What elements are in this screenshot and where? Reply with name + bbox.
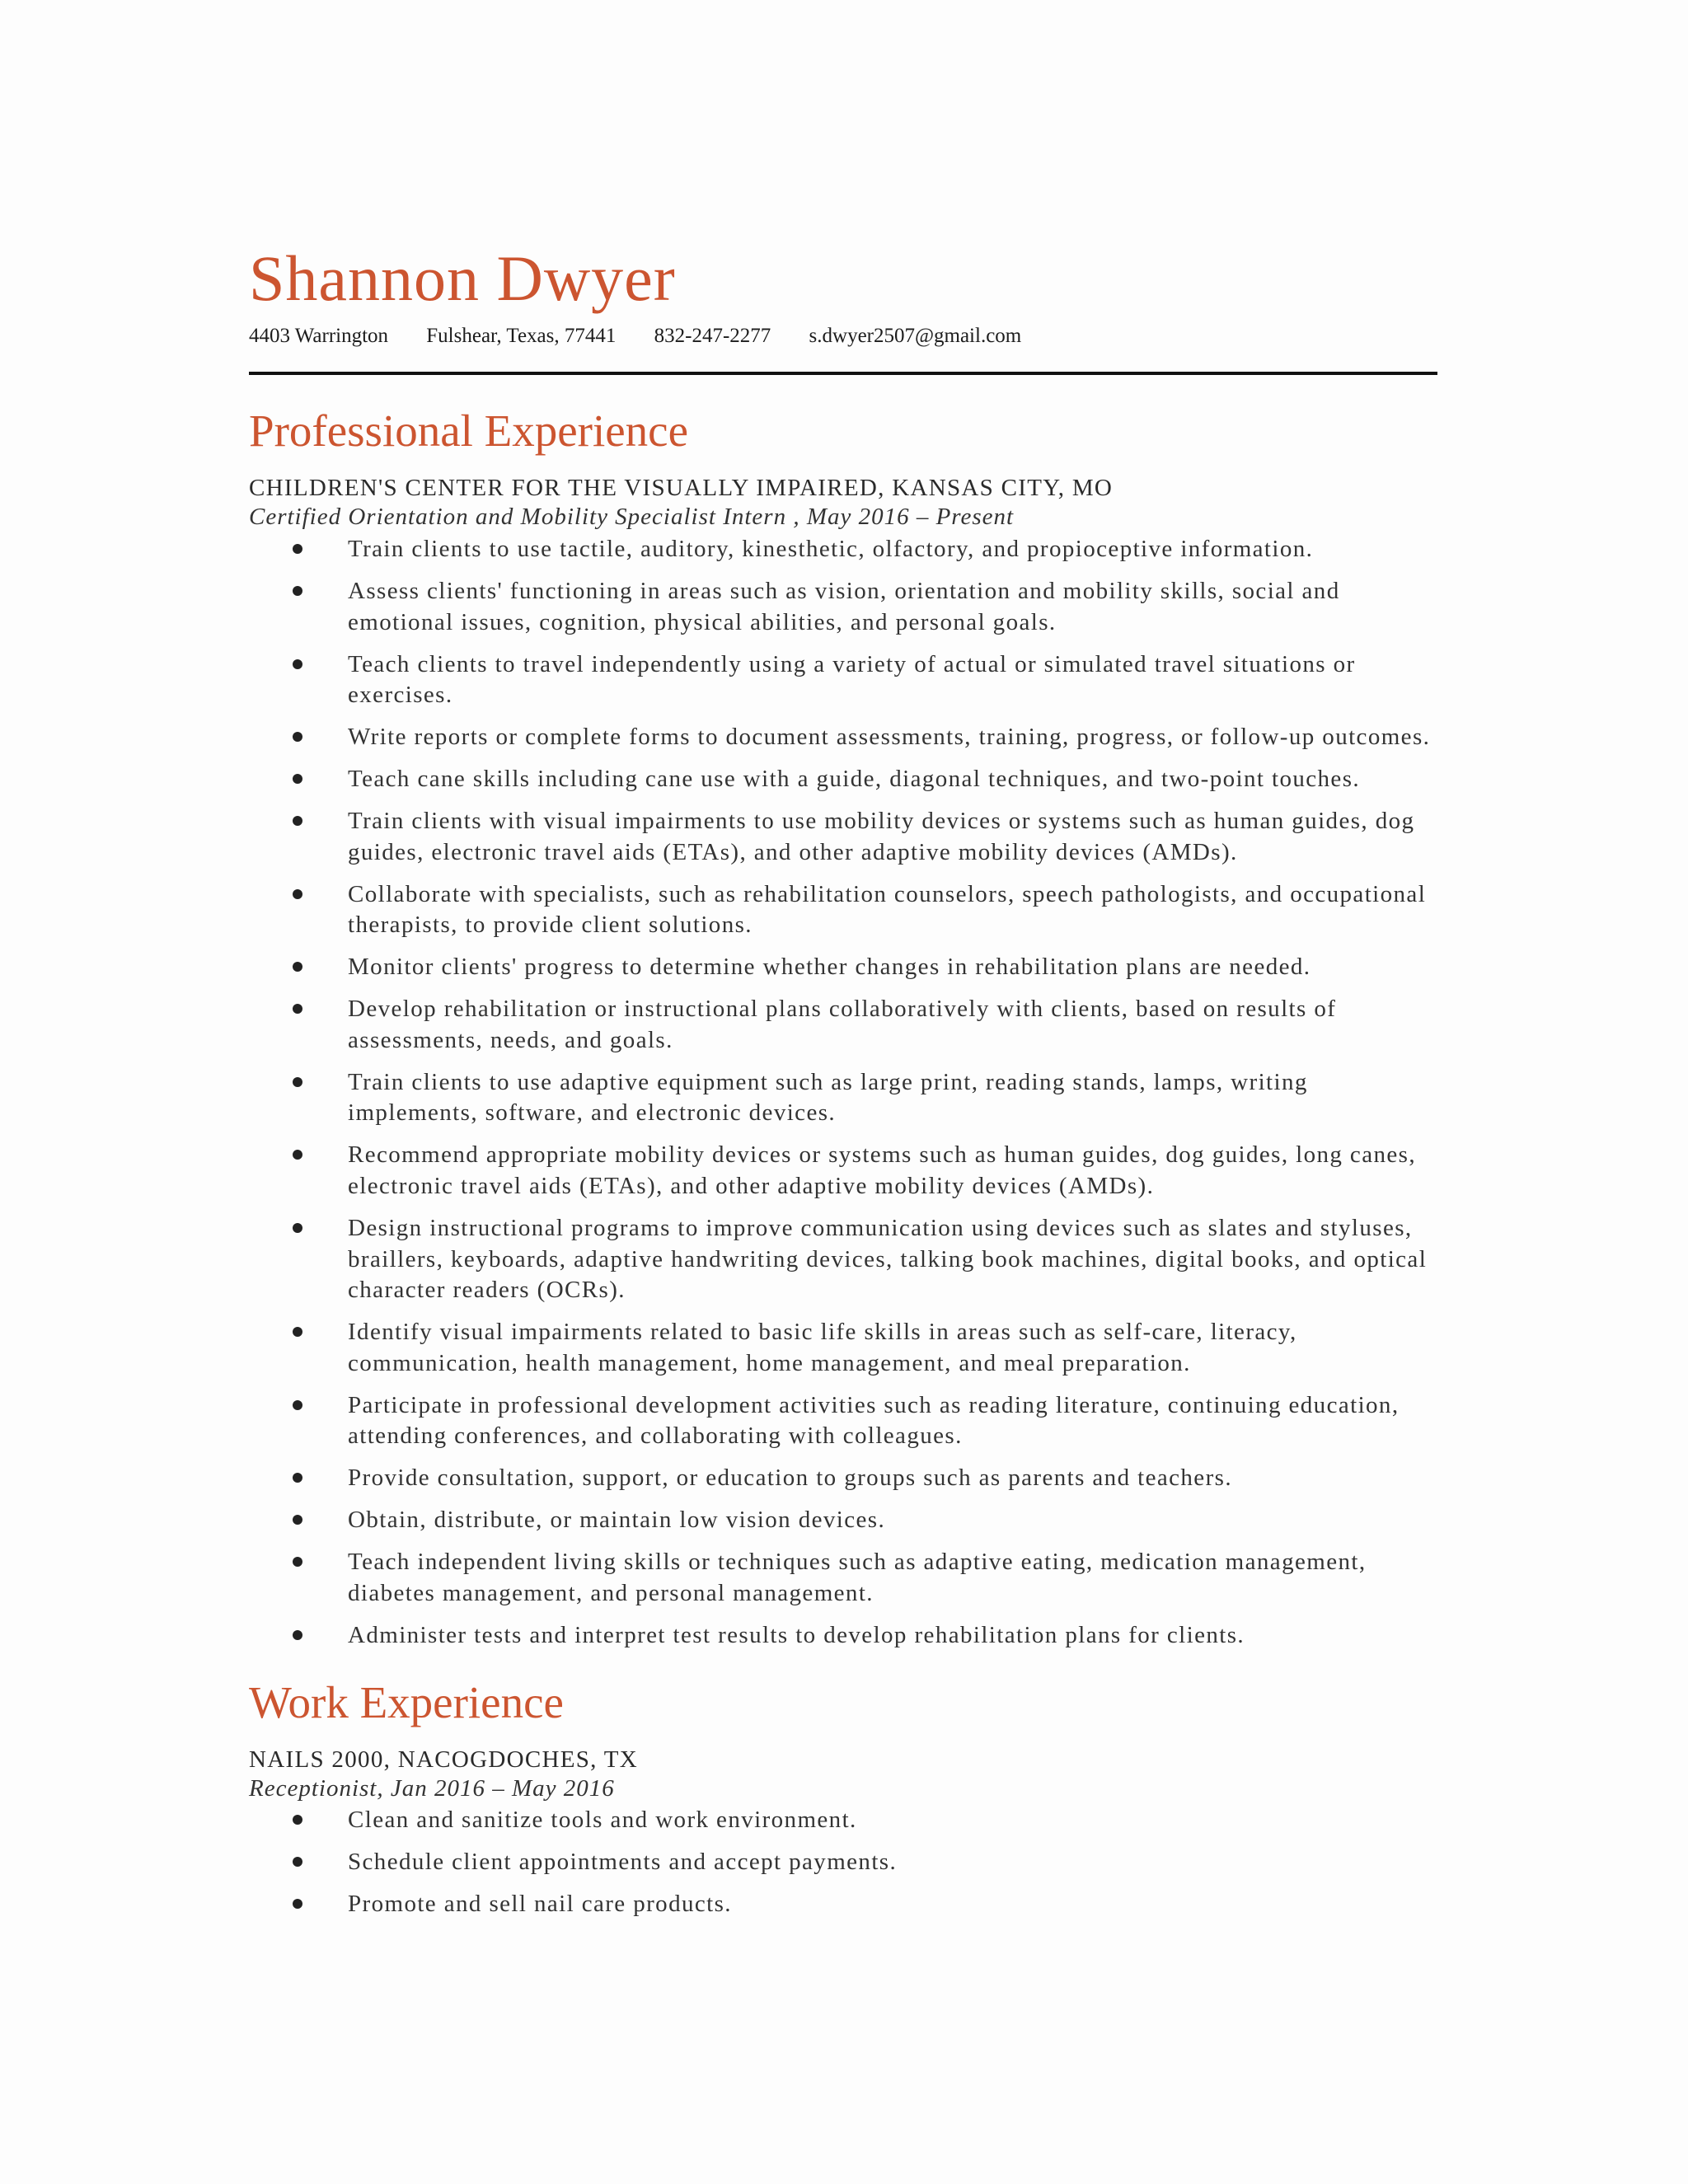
bullet-item <box>249 1847 1437 1878</box>
bullet-text: Monitor clients' progress to determine whether changes in rehabilitation plans are needed. <box>348 954 1311 981</box>
bullet-dot-icon <box>293 1327 302 1337</box>
employer-name: CHILDREN'S CENTER FOR THE VISUALLY IMPAIRED, KANSAS CITY, MO <box>249 475 1114 501</box>
bullet-item <box>249 1889 1437 1920</box>
bullet-text: Train clients to use tactile, auditory, kinesthetic, olfactory, and propioceptive information. <box>348 536 1314 562</box>
bullet-item <box>249 1067 1437 1129</box>
bullet-item <box>249 994 1437 1056</box>
bullet-item <box>249 722 1437 753</box>
bullet-text: Teach independent living skills or techniques such as adaptive eating, medication management, diabetes management, and personal management. <box>348 1549 1367 1606</box>
bullet-item <box>249 534 1437 565</box>
bullet-list-work <box>249 1805 1437 1931</box>
bullet-text: Provide consultation, support, or education to groups such as parents and teachers. <box>348 1465 1232 1492</box>
bullet-text: Teach cane skills including cane use with a guide, diagonal techniques, and two-point touches. <box>348 766 1361 793</box>
section-title-professional-experience: Professional Experience <box>249 405 689 456</box>
bullet-text: Schedule client appointments and accept payments. <box>348 1848 898 1875</box>
bullet-text: Train clients with visual impairments to use mobility devices or systems such as human guides, dog guides, electronic travel aids (ETAs), and other adaptive mobility devices (AMDs). <box>348 808 1415 865</box>
bullet-dot-icon <box>293 1899 302 1909</box>
bullet-item <box>249 1805 1437 1836</box>
bullet-item <box>249 764 1437 795</box>
bullet-item <box>249 576 1437 638</box>
candidate-name: Shannon Dwyer <box>249 242 676 314</box>
bullet-text: Recommend appropriate mobility devices or systems such as human guides, dog guides, long canes, electronic travel aids (ETAs), and other adaptive mobility devices (AMDs). <box>348 1141 1416 1199</box>
bullet-dot-icon <box>293 1515 302 1525</box>
bullet-text: Obtain, distribute, or maintain low vision devices. <box>348 1507 886 1534</box>
bullet-dot-icon <box>293 1223 302 1233</box>
bullet-text: Participate in professional development activities such as reading literature, continuing education, attending conferences, and collaborating with colleagues. <box>348 1391 1400 1450</box>
contact-phone: 832-247-2277 <box>654 325 771 347</box>
bullet-dot-icon <box>293 1857 302 1867</box>
bullet-text: Teach clients to travel independently using a variety of actual or simulated travel situations or exercises. <box>348 650 1356 709</box>
bullet-dot-icon <box>293 1473 302 1483</box>
bullet-dot-icon <box>293 1815 302 1825</box>
bullet-dot-icon <box>293 544 302 554</box>
bullet-item <box>249 1505 1437 1536</box>
bullet-dot-icon <box>293 586 302 596</box>
bullet-dot-icon <box>293 816 302 826</box>
bullet-dot-icon <box>293 1630 302 1640</box>
bullet-list-professional <box>249 534 1437 1662</box>
bullet-dot-icon <box>293 774 302 784</box>
bullet-item <box>249 1547 1437 1609</box>
bullet-text: Train clients to use adaptive equipment such as large print, reading stands, lamps, writing implements, software, and electronic devices. <box>348 1068 1308 1127</box>
bullet-text: Assess clients' functioning in areas such as vision, orientation and mobility skills, social and emotional issues, cognition, physical abilities, and personal goals. <box>348 577 1340 635</box>
bullet-text: Administer tests and interpret test results to develop rehabilitation plans for clients. <box>348 1621 1245 1648</box>
bullet-text: Design instructional programs to improve communication using devices such as slates and styluses, braillers, keyboards, adaptive handwriting devices, talking book machines, digital books, and optical character readers (OCRs). <box>348 1214 1428 1304</box>
job-role: Certified Orientation and Mobility Specialist Intern , May 2016 – Present <box>249 504 1015 530</box>
bullet-dot-icon <box>293 659 302 669</box>
bullet-dot-icon <box>293 889 302 899</box>
bullet-item <box>249 1390 1437 1452</box>
contact-email: s.dwyer2507@gmail.com <box>809 325 1022 347</box>
contact-city: Fulshear, Texas, 77441 <box>426 325 617 347</box>
bullet-item <box>249 1463 1437 1494</box>
bullet-text: Promote and sell nail care products. <box>348 1890 732 1917</box>
bullet-text: Identify visual impairments related to basic life skills in areas such as self-care, literacy, communication, health management, home management, and meal preparation. <box>348 1319 1297 1376</box>
bullet-dot-icon <box>293 1077 302 1087</box>
bullet-dot-icon <box>293 1557 302 1567</box>
bullet-item <box>249 879 1437 941</box>
bullet-dot-icon <box>293 962 302 972</box>
section-title-work-experience: Work Experience <box>249 1677 564 1727</box>
header-divider <box>249 372 1437 375</box>
bullet-dot-icon <box>293 732 302 742</box>
job-role: Receptionist, Jan 2016 – May 2016 <box>249 1775 615 1802</box>
bullet-dot-icon <box>293 1400 302 1410</box>
bullet-text: Clean and sanitize tools and work environment. <box>348 1807 857 1833</box>
bullet-item <box>249 1140 1437 1202</box>
bullet-text: Collaborate with specialists, such as rehabilitation counselors, speech pathologists, and occupational therapists, to provide client solutions. <box>348 880 1427 939</box>
bullet-dot-icon <box>293 1150 302 1160</box>
contact-address: 4403 Warrington <box>249 325 389 347</box>
bullet-text: Write reports or complete forms to document assessments, training, progress, or follow-up outcomes. <box>348 724 1431 751</box>
bullet-item <box>249 1620 1437 1652</box>
bullet-item <box>249 1317 1437 1379</box>
employer-name: NAILS 2000, NACOGDOCHES, TX <box>249 1746 638 1773</box>
bullet-item <box>249 952 1437 983</box>
bullet-item <box>249 806 1437 868</box>
contact-line <box>249 323 1021 349</box>
bullet-text: Develop rehabilitation or instructional plans collaboratively with clients, based on results of assessments, needs, and goals. <box>348 996 1337 1053</box>
bullet-item <box>249 1213 1437 1306</box>
bullet-dot-icon <box>293 1004 302 1014</box>
bullet-item <box>249 649 1437 711</box>
